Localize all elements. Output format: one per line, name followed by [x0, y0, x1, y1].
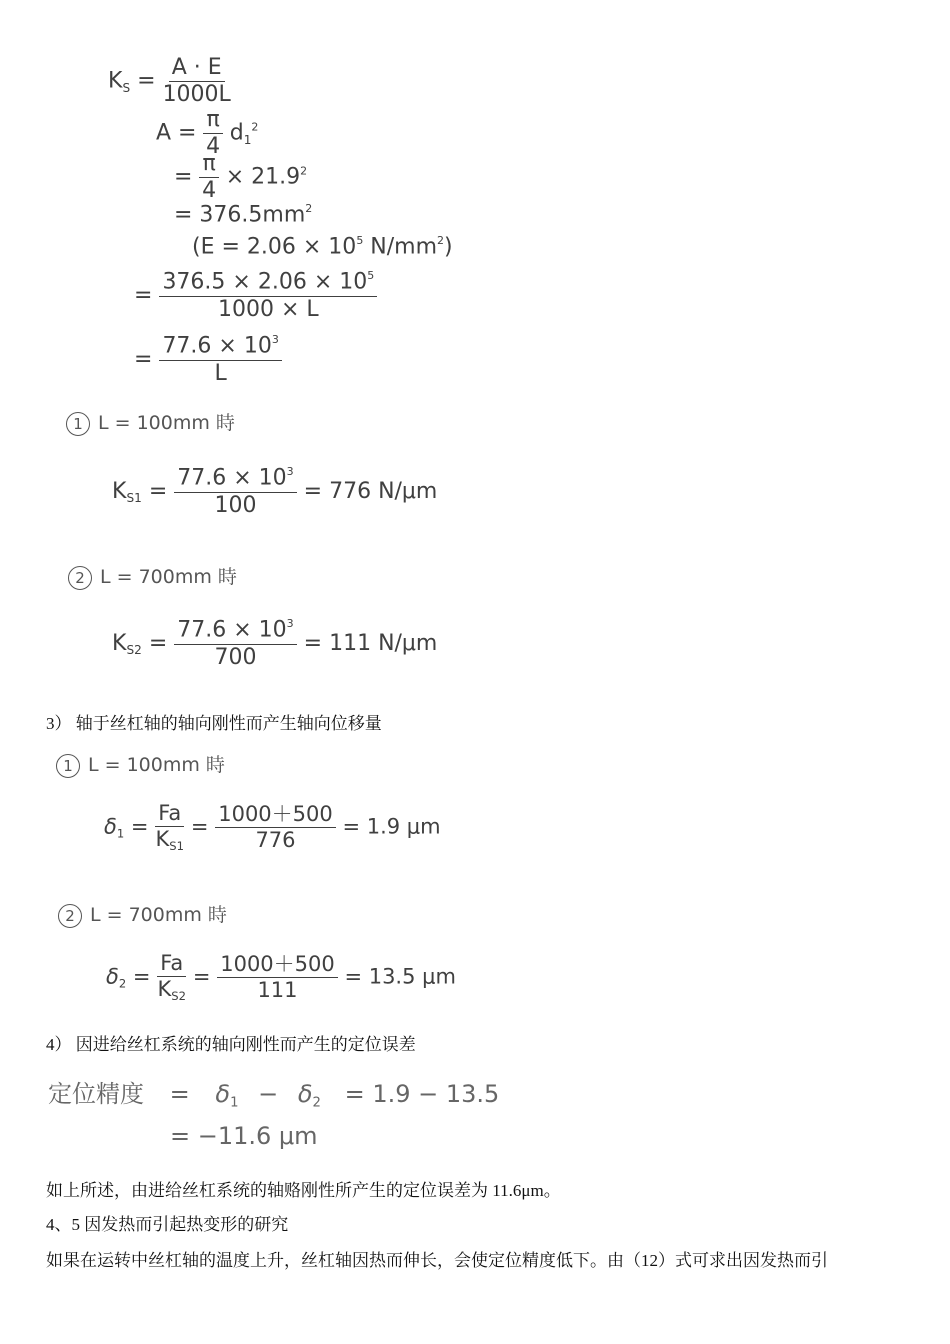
delta-case-1-heading: 1 L = 100mm 時: [56, 750, 225, 778]
section-4-5-heading: 4、5 因发热而引起热变形的研究: [46, 1215, 289, 1234]
ks2-equation: $K_{S2}$ = $\frac{77.6 \times 10^3}{700}$ = 111 N/μm: [112, 617, 438, 670]
delta2-equation: $\delta_2$ = $\frac{Fa}{K_{S2}}$ = $\frac{1000+500}{111}$ = 13.5 μm: [106, 951, 456, 1004]
circled-number-2: 2: [68, 566, 92, 590]
precision-result: = −11.6 μm: [170, 1122, 318, 1150]
circled-number-1: 1: [56, 754, 80, 778]
ks1-equation: $K_{S1}$ = $\frac{77.6 \times 10^3}{100}$ = 776 N/μm: [112, 465, 438, 518]
circled-number-2: 2: [58, 904, 82, 928]
area-formula: A = $\frac{\pi}{4}$ $d_1^2$: [156, 107, 259, 160]
ks-fraction: $\frac{A \cdot E}{1000L}$: [162, 55, 231, 108]
delta-case-2-heading: 2 L = 700mm 時: [58, 900, 227, 928]
ks-definition: $K_S$ = $\frac{A \cdot E}{1000L}$: [108, 55, 231, 108]
section-4-heading: 4） 因进给丝杠系统的轴向刚性而产生的定位误差: [46, 1035, 416, 1054]
circled-number-1: 1: [66, 412, 90, 436]
precision-equation: 定位精度 = $\delta_1 - \delta_2 = 1.9 - 13.5$: [48, 1080, 500, 1111]
area-substitution: = $\frac{\pi}{4}$ × $21.9^2$: [174, 151, 308, 204]
delta1-equation: $\delta_1$ = $\frac{Fa}{K_{S1}}$ = $\frac{1000+500}{776}$ = 1.9 μm: [104, 801, 441, 854]
conclusion-paragraph: 如上所述，由进给丝杠系统的轴赂刚性所产生的定位误差为 11.6μm。: [46, 1181, 561, 1200]
case-2-heading: 2 L = 700mm 時: [68, 562, 237, 590]
ks-substitution: = $\frac{376.5 \times 2.06 \times 10^5}{1000 \times L}$: [134, 270, 377, 322]
ks-symbol: K: [108, 68, 123, 94]
case-1-heading: 1 L = 100mm 時: [66, 408, 235, 436]
section-3-heading: 3） 轴于丝杠轴的轴向刚性而产生轴向位移量: [46, 714, 382, 733]
thermal-paragraph: 如果在运转中丝杠轴的温度上升，丝杠轴因热而伸长，会使定位精度低下。由（12）式可求出因发热而引: [46, 1251, 828, 1270]
modulus-note: ($E = 2.06 \times 10^5$ $N/mm^2$): [192, 234, 453, 260]
area-value: = $376.5mm^2$: [174, 202, 313, 228]
ks-simplified: = $\frac{77.6 \times 10^3}{L}$: [134, 334, 282, 386]
